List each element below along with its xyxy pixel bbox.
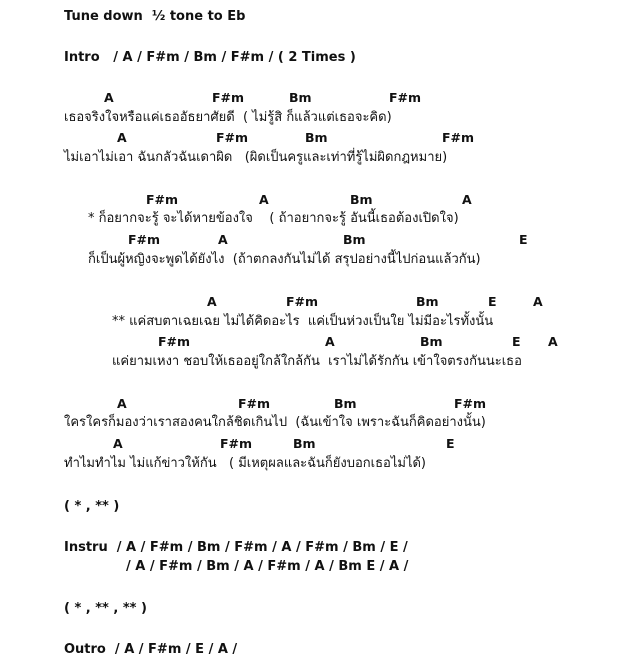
chord: A [259,192,269,207]
instru-line-1: Instru / A / F#m / Bm / F#m / A / F#m / Bm / E / [64,540,408,555]
chord: A [218,232,228,247]
repeat-marker: ( * , ** , ** ) [64,601,147,616]
chord: Bm [334,396,357,411]
chord: A [325,334,335,349]
chord: A [117,396,127,411]
chord: Bm [293,436,316,451]
chord: E [446,436,455,451]
chord: F#m [286,294,319,309]
chord: F#m [442,130,475,145]
lyric-line: ก็เป็นผู้หญิงจะพูดได้ยังไง (ถ้าตกลงกันไม่ได้ สรุปอย่างนี้ไปก่อนแล้วกัน) [88,252,481,267]
lyric-line: ไม่เอาไม่เอา ฉันกลัวฉันเดาผิด (ผิดเป็นครูและเท่าที่รู้ไม่ผิดกฎหมาย) [64,150,448,165]
chord: Bm [350,192,373,207]
chord: F#m [389,90,422,105]
chord: E [519,232,528,247]
outro-line: Outro / A / F#m / E / A / [64,642,238,657]
chord: F#m [212,90,245,105]
instru-line-2: / A / F#m / Bm / A / F#m / A / Bm E / A / [126,559,409,574]
chord: A [548,334,558,349]
chord: E [512,334,521,349]
lyric-line: แค่ยามเหงา ชอบให้เธออยู่ใกล้ใกล้กัน เราไม่ได้รักกัน เข้าใจตรงกันนะเธอ [112,354,522,369]
chord: Bm [343,232,366,247]
chord: Bm [420,334,443,349]
chord: A [117,130,127,145]
lyric-line: ** แค่สบตาเฉยเฉย ไม่ได้คิดอะไร แค่เป็นห่วงเป็นใย ไม่มีอะไรทั้งนั้น [112,314,494,329]
chord: A [533,294,543,309]
chord: A [462,192,472,207]
lyric-line: * ก็อยากจะรู้ จะได้หายข้องใจ ( ถ้าอยากจะรู้ อันนี้เธอต้องเปิดใจ) [88,211,459,226]
chord: Bm [289,90,312,105]
chord: A [104,90,114,105]
chord: A [113,436,123,451]
lyric-line: ใครใครก็มองว่าเราสองคนใกล้ชิดเกินไป (ฉันเข้าใจ เพราะฉันก็คิดอย่างนั้น) [64,415,486,430]
chord: F#m [454,396,487,411]
chord: F#m [216,130,249,145]
chord: F#m [238,396,271,411]
lyric-line: เธอจริงใจหรือแค่เธออัธยาศัยดี ( ไม่รู้สิ ก็แล้วแต่เธอจะคิด) [64,110,392,125]
chord: F#m [128,232,161,247]
intro-line: Intro / A / F#m / Bm / F#m / ( 2 Times ) [64,50,356,65]
chord: F#m [220,436,253,451]
chord: Bm [416,294,439,309]
chord: F#m [158,334,191,349]
chord: E [488,294,497,309]
lyric-line: ทำไมทำไม ไม่แก้ข่าวให้กัน ( มีเหตุผลและฉันก็ยังบอกเธอไม่ได้) [64,456,426,471]
tuning-line: Tune down ½ tone to Eb [64,9,246,24]
chord: A [207,294,217,309]
repeat-marker: ( * , ** ) [64,499,120,514]
chord: F#m [146,192,179,207]
chord: Bm [305,130,328,145]
